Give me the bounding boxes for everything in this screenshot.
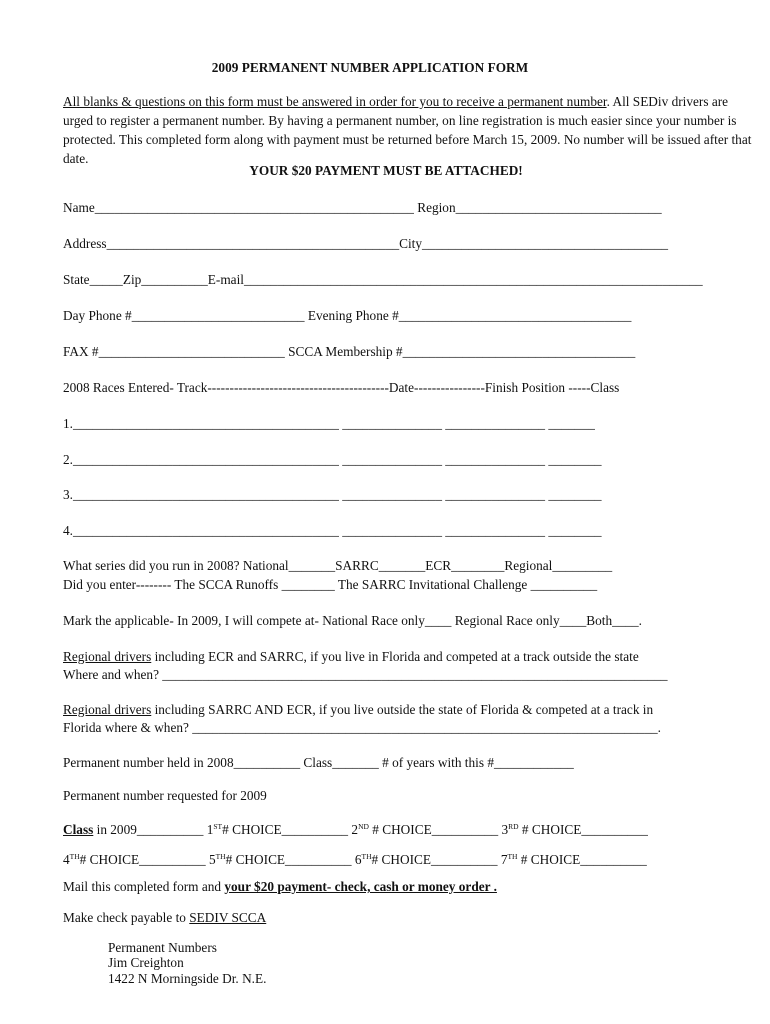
choice-1-sup: ST — [213, 822, 223, 831]
race-row-1[interactable]: 1.________________________________________ _______________ _______________ _______ — [63, 416, 595, 431]
races-header: 2008 Races Entered- Track-----------------------------------------Date----------------Finish Position -----Class — [63, 380, 620, 395]
form-title: 2009 PERMANENT NUMBER APPLICATION FORM — [211, 60, 529, 75]
intro-text: . All SEDiv drivers are urged to register a permanent number. By having a permanent number, on line registration is much easier since your number is protected. This completed form along with payment must be returned before March 15, 2009. No number will be issued after that date. — [63, 94, 752, 166]
class-blank[interactable]: in 2009__________ — [93, 822, 207, 837]
class-label: Class — [63, 822, 94, 837]
choice-4-sup: TH — [69, 852, 80, 861]
payee-name: SEDIV SCCA — [189, 910, 267, 925]
choice-5-blank[interactable]: # CHOICE__________ — [225, 852, 355, 867]
payment-notice: YOUR $20 PAYMENT MUST BE ATTACHED! — [249, 163, 523, 178]
choice-2-blank[interactable]: # CHOICE__________ — [368, 822, 502, 837]
regional-outside-question — [63, 701, 653, 718]
choice-5-num: 5 — [208, 852, 216, 867]
choice-5-sup: TH — [215, 852, 226, 861]
choice-7-blank[interactable]: # CHOICE__________ — [517, 852, 647, 867]
race-row-2[interactable]: 2.________________________________________ _______________ _______________ ________ — [63, 452, 602, 467]
choice-7-num: 7 — [500, 852, 508, 867]
choice-2-num: 2 — [351, 822, 359, 837]
choices-row-1[interactable] — [63, 818, 648, 838]
choice-7-sup: TH — [507, 852, 518, 861]
address-line-1: Permanent Numbers — [108, 940, 217, 955]
race-row-3[interactable]: 3.________________________________________ _______________ _______________ ________ — [63, 487, 602, 502]
intro-paragraph — [63, 92, 753, 168]
regional-drivers-label-2: Regional drivers — [63, 702, 152, 717]
choice-4-num: 4 — [63, 852, 70, 867]
choice-1-blank[interactable]: # CHOICE__________ — [222, 822, 352, 837]
intro-underlined-text: All blanks & questions on this form must be answered in order for you to receive a permanent number — [63, 94, 607, 109]
regional-florida-text: including ECR and SARRC, if you live in Florida and competed at a track outside the state — [151, 649, 639, 664]
regional-florida-question — [63, 648, 639, 665]
regional-florida-answer[interactable]: Where and when? ____________________________________________________________________________ — [63, 667, 668, 682]
choice-2-sup: ND — [358, 822, 369, 831]
choice-3-blank[interactable]: # CHOICE__________ — [518, 822, 648, 837]
choice-6-num: 6 — [354, 852, 362, 867]
choices-row-2[interactable] — [63, 848, 647, 868]
permanent-2008-field[interactable]: Permanent number held in 2008__________ Class_______ # of years with this #____________ — [63, 755, 574, 770]
address-line-2: Jim Creighton — [108, 955, 184, 970]
regional-drivers-label: Regional drivers — [63, 649, 152, 664]
choice-6-blank[interactable]: # CHOICE__________ — [371, 852, 501, 867]
phone-fields[interactable]: Day Phone #__________________________ Evening Phone #___________________________________ — [63, 308, 632, 323]
mail-instructions — [63, 878, 497, 895]
choice-1-num: 1 — [206, 822, 214, 837]
address-city-field[interactable]: Address____________________________________________City_____________________________________ — [63, 236, 669, 251]
payable-instructions — [63, 909, 266, 926]
mail-payment-text: your $20 payment- check, cash or money order . — [224, 879, 497, 894]
runoffs-question[interactable]: Did you enter-------- The SCCA Runoffs ________ The SARRC Invitational Challenge __________ — [63, 577, 598, 592]
payable-prefix: Make check payable to — [63, 910, 190, 925]
regional-outside-text: including SARRC AND ECR, if you live outside the state of Florida & competed at a track in — [151, 702, 654, 717]
compete-question[interactable]: Mark the applicable- In 2009, I will compete at- National Race only____ Regional Race only____Both____. — [63, 613, 643, 628]
choice-3-sup: RD — [508, 822, 519, 831]
address-line-3: 1422 N Morningside Dr. N.E. — [108, 971, 267, 986]
choice-4-blank[interactable]: # CHOICE__________ — [79, 852, 209, 867]
series-question[interactable]: What series did you run in 2008? National_______SARRC_______ECR________Regional_________ — [63, 558, 613, 573]
race-row-4[interactable]: 4.________________________________________ _______________ _______________ ________ — [63, 523, 602, 538]
regional-outside-answer[interactable]: Florida where & when? ______________________________________________________________________. — [63, 720, 661, 735]
choice-3-num: 3 — [501, 822, 509, 837]
permanent-2009-label: Permanent number requested for 2009 — [63, 788, 267, 803]
choice-6-sup: TH — [361, 852, 372, 861]
state-zip-email-field[interactable]: State_____Zip__________E-mail_____________________________________________________________________ — [63, 272, 703, 287]
mail-prefix: Mail this completed form and — [63, 879, 225, 894]
name-region-field[interactable]: Name________________________________________________ Region_______________________________ — [63, 200, 662, 215]
fax-scca-field[interactable]: FAX #____________________________ SCCA Membership #___________________________________ — [63, 344, 636, 359]
